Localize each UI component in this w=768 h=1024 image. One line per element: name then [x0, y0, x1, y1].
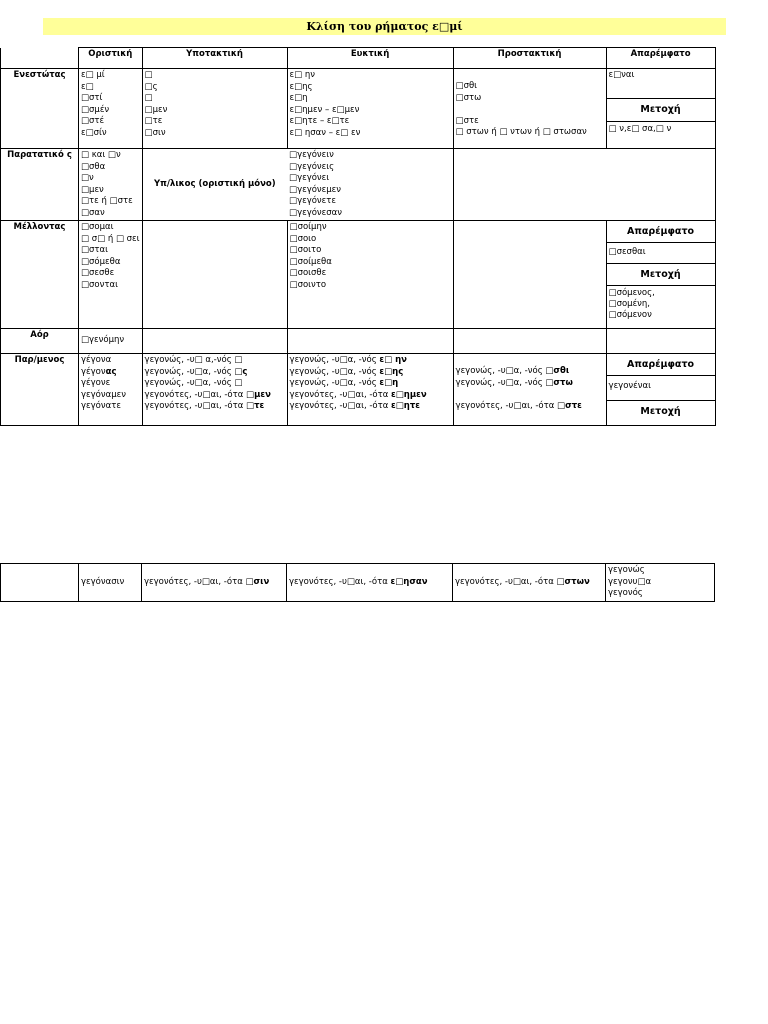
row-enestotas — [1, 69, 716, 149]
header-aparemfato: Απαρέμφατο — [606, 48, 715, 69]
header-prostaktiki: Προστακτική — [453, 48, 606, 69]
form: γεγονός — [608, 588, 643, 598]
cell-continuation-metoxi — [606, 564, 715, 602]
row-label-mellontas: Μέλλοντας — [1, 221, 79, 329]
cell-parakeimenos-efktiki — [287, 354, 453, 426]
form: □ — [144, 70, 153, 80]
cell-paratatikos-empty — [453, 149, 715, 221]
form: □στί — [81, 93, 103, 103]
form-stem: γεγονότες, -υ□αι, -ότα — [289, 576, 391, 587]
cell-aor-oristiki: □γενόμην — [79, 329, 143, 354]
metoxi-value — [607, 286, 715, 323]
form: □σομένη, — [608, 299, 651, 309]
cell-aor-prostaktiki — [453, 329, 606, 354]
form: ε□ — [81, 81, 94, 92]
form-stem: γεγονώς, -υ□α, -νός — [144, 366, 235, 377]
cell-mellontas-efktiki — [287, 221, 453, 329]
cell-continuation-label — [1, 564, 79, 602]
form — [456, 366, 604, 378]
header-efktiki: Ευκτική — [287, 48, 453, 69]
cell-mellontas-prostaktiki — [453, 221, 606, 329]
form: ε□σίν — [81, 127, 107, 138]
form — [145, 367, 285, 379]
form: □γεγόνει — [289, 173, 330, 183]
cell-enestotas-efktiki — [287, 69, 453, 149]
cell-paratatikos-efktiki — [287, 149, 453, 221]
form-ending: ε□η — [379, 378, 399, 388]
form — [456, 378, 604, 390]
form — [81, 367, 140, 379]
cell-parakeimenos-prostaktiki — [453, 354, 606, 426]
cell-aor-ypotaktiki — [142, 329, 287, 354]
page-title: Κλίση του ρήματος ε□μί — [43, 18, 726, 35]
form: γεγονώς — [608, 565, 645, 575]
form: γεγόνατε — [81, 401, 121, 411]
metoxi-label: Μετοχή — [607, 99, 715, 122]
form-ending: □ — [234, 355, 243, 365]
metoxi-label: Μετοχή — [640, 406, 681, 417]
form-stem: γεγονώς, -υ□α, -νός — [289, 366, 380, 377]
metoxi-value: □ ν,ε□ σα,□ ν — [608, 124, 672, 134]
form-stem: γεγονώς, -υ□α, -νός — [144, 378, 235, 388]
aparemfato-value: □σεσθαι — [607, 243, 715, 264]
form: □ν — [81, 173, 94, 183]
form: □σοιτο — [289, 245, 322, 255]
row-aor — [1, 329, 716, 354]
form: □σόμενον — [608, 310, 652, 320]
form-ending: □σθι — [545, 366, 570, 376]
form: □γεγόνεις — [289, 161, 335, 172]
cell-continuation-prostaktiki — [453, 564, 606, 602]
cell-enestotas-oristiki — [79, 69, 143, 149]
form: □σόμενος, — [608, 288, 655, 298]
form-stem: γέγον — [81, 366, 106, 377]
form: ε□η — [289, 93, 308, 103]
cell-continuation-oristiki: γεγόνασιν — [79, 564, 142, 602]
form: □στε — [455, 115, 479, 126]
form-stem: γεγονότες, -υ□αι, -ότα — [144, 389, 247, 400]
form: □γεγόνεσαν — [289, 207, 343, 218]
row-mellontas — [1, 221, 716, 329]
form-stem: γεγονότες, -υ□αι, -ότα — [144, 576, 246, 587]
row-paratatikos — [1, 149, 716, 221]
conjugation-table-continuation — [0, 563, 715, 602]
header-oristiki: Οριστική — [79, 48, 143, 69]
form: □ και □ν — [81, 150, 121, 160]
aparemfato-value: γεγονέναι — [607, 376, 715, 401]
cell-enestotas-aparemfato — [606, 69, 715, 149]
form — [145, 355, 285, 367]
form — [290, 378, 451, 390]
header-ypotaktiki: Υποτακτική — [142, 48, 287, 69]
form: □μεν — [144, 104, 168, 115]
aparemfato-label: Απαρέμφατο — [607, 221, 715, 243]
form-ending: □τε — [246, 401, 265, 411]
form: □γεγόνειν — [289, 150, 334, 160]
form: □σοιντο — [289, 279, 327, 290]
form: □σόμεθα — [81, 256, 121, 267]
row-label-enestotas: Ενεστώτας — [1, 69, 79, 149]
form-stem: γεγονώς, -υ□α, -νός — [289, 355, 380, 365]
form: □ στων ή □ ντων ή □ στωσαν — [455, 127, 587, 137]
form: ε□ μί — [81, 70, 105, 80]
form: □σοίμεθα — [289, 256, 332, 267]
corner-cell — [1, 48, 79, 69]
cell-aor-efktiki — [287, 329, 453, 354]
form-stem: γεγονώς, -υ□α, -νός — [289, 378, 380, 388]
form: ε□ ησαν – ε□ εν — [289, 127, 361, 138]
form — [145, 401, 285, 413]
form: □γεγόνεμεν — [289, 184, 342, 195]
form: ε□ ην — [289, 70, 316, 80]
form — [290, 401, 451, 413]
form: □σαν — [81, 207, 105, 218]
form-ending: ας — [105, 366, 117, 377]
row-parakeimenos — [1, 354, 716, 426]
conjugation-table — [0, 47, 716, 426]
cell-aor-aparemfato — [606, 329, 715, 354]
form: □μεν — [81, 184, 104, 195]
form: □ σ□ ή □ σει — [81, 233, 140, 244]
row-label-paratatikos: Παρατατικό ς — [1, 149, 79, 221]
row-label-parakeimenos: Παρ/μενος — [1, 354, 79, 426]
cell-continuation-ypotaktiki — [142, 564, 287, 602]
form: □σμέν — [81, 104, 110, 115]
form-stem: γεγονώς, -υ□α, -νός — [455, 366, 546, 376]
form: □τε ή □στε — [81, 196, 133, 206]
form-ending: □μεν — [246, 389, 271, 400]
form: □σιν — [144, 127, 166, 138]
aparemfato-label: Απαρέμφατο — [607, 354, 715, 376]
row-label-aor: Αόρ — [1, 329, 79, 354]
form-ending: □στω — [545, 377, 573, 388]
form-ending: □ς — [234, 366, 248, 377]
form: □ — [144, 93, 153, 103]
form — [456, 389, 604, 401]
form: □τε — [144, 116, 163, 126]
cell-parakeimenos-oristiki — [79, 354, 143, 426]
form-ending: ε□ημεν — [391, 389, 427, 400]
form-stem: γεγονότες, -υ□αι, -ότα — [289, 389, 392, 400]
form: γεγόναμεν — [81, 389, 126, 400]
form: □σοισθε — [289, 268, 327, 278]
form: □σται — [81, 245, 109, 255]
form-ending: ε□ ην — [379, 355, 407, 365]
form: □ς — [144, 81, 158, 92]
form-ending: ε□ησαν — [390, 576, 428, 587]
form — [456, 104, 604, 116]
form: □σοίμην — [289, 222, 327, 232]
form-stem: γεγονότες, -υ□αι, -ότα — [144, 401, 247, 411]
row-continuation — [1, 564, 715, 602]
form — [456, 401, 604, 413]
form — [145, 378, 285, 390]
form: γέγονε — [81, 378, 111, 388]
form: □σοιο — [289, 233, 317, 244]
form — [290, 355, 451, 367]
cell-continuation-efktiki — [287, 564, 453, 602]
cell-mellontas-aparemfato — [606, 221, 715, 329]
cell-mellontas-ypotaktiki — [142, 221, 287, 329]
form: □στέ — [81, 116, 105, 126]
cell-paratatikos-oristiki — [79, 149, 143, 221]
cell-parakeimenos-aparemfato — [606, 354, 715, 426]
form — [290, 390, 451, 402]
form: □σομαι — [81, 222, 114, 232]
form-ending: □ — [234, 378, 243, 388]
form-ending: ε□ητε — [391, 401, 421, 411]
form: γεγονυ□α — [608, 576, 652, 587]
metoxi-label: Μετοχή — [607, 264, 715, 286]
form-ending: ε□ης — [379, 366, 404, 377]
form-stem: γεγονώς, -υ□α, -νός — [455, 377, 546, 388]
form: ε□ημεν – ε□μεν — [289, 104, 360, 115]
cell-enestotas-prostaktiki — [453, 69, 606, 149]
form: ε□ητε – ε□τε — [289, 116, 350, 126]
form — [145, 390, 285, 402]
form: ε□ης — [289, 81, 313, 92]
form: □σεσθε — [81, 268, 115, 278]
cell-enestotas-ypotaktiki — [142, 69, 287, 149]
form-stem: γεγονότες, -υ□αι, -ότα — [455, 576, 557, 587]
form: □σονται — [81, 279, 118, 290]
cell-mellontas-oristiki — [79, 221, 143, 329]
form: γέγονα — [81, 355, 112, 365]
form — [290, 367, 451, 379]
form-ending: □σιν — [245, 576, 270, 587]
aparemfato-value: ε□ναι — [607, 69, 715, 99]
form: □γεγόνετε — [289, 196, 336, 206]
form-stem: γεγονότες, -υ□αι, -ότα — [289, 401, 392, 411]
form: □στω — [455, 92, 482, 103]
form-ending: □στε — [557, 400, 582, 411]
form: □σθι — [455, 81, 478, 91]
form-stem: γεγονότες, -υ□αι, -ότα — [455, 400, 558, 411]
header-row — [1, 48, 716, 69]
form: □σθα — [81, 161, 106, 172]
form-stem: γεγονώς, -υ□ α,-νός — [144, 355, 235, 365]
cell-parakeimenos-ypotaktiki — [142, 354, 287, 426]
cell-paratatikos-ypotaktiki: Υπ/λικος (οριστική μόνο) — [142, 149, 287, 221]
form-ending: □στων — [556, 576, 590, 587]
